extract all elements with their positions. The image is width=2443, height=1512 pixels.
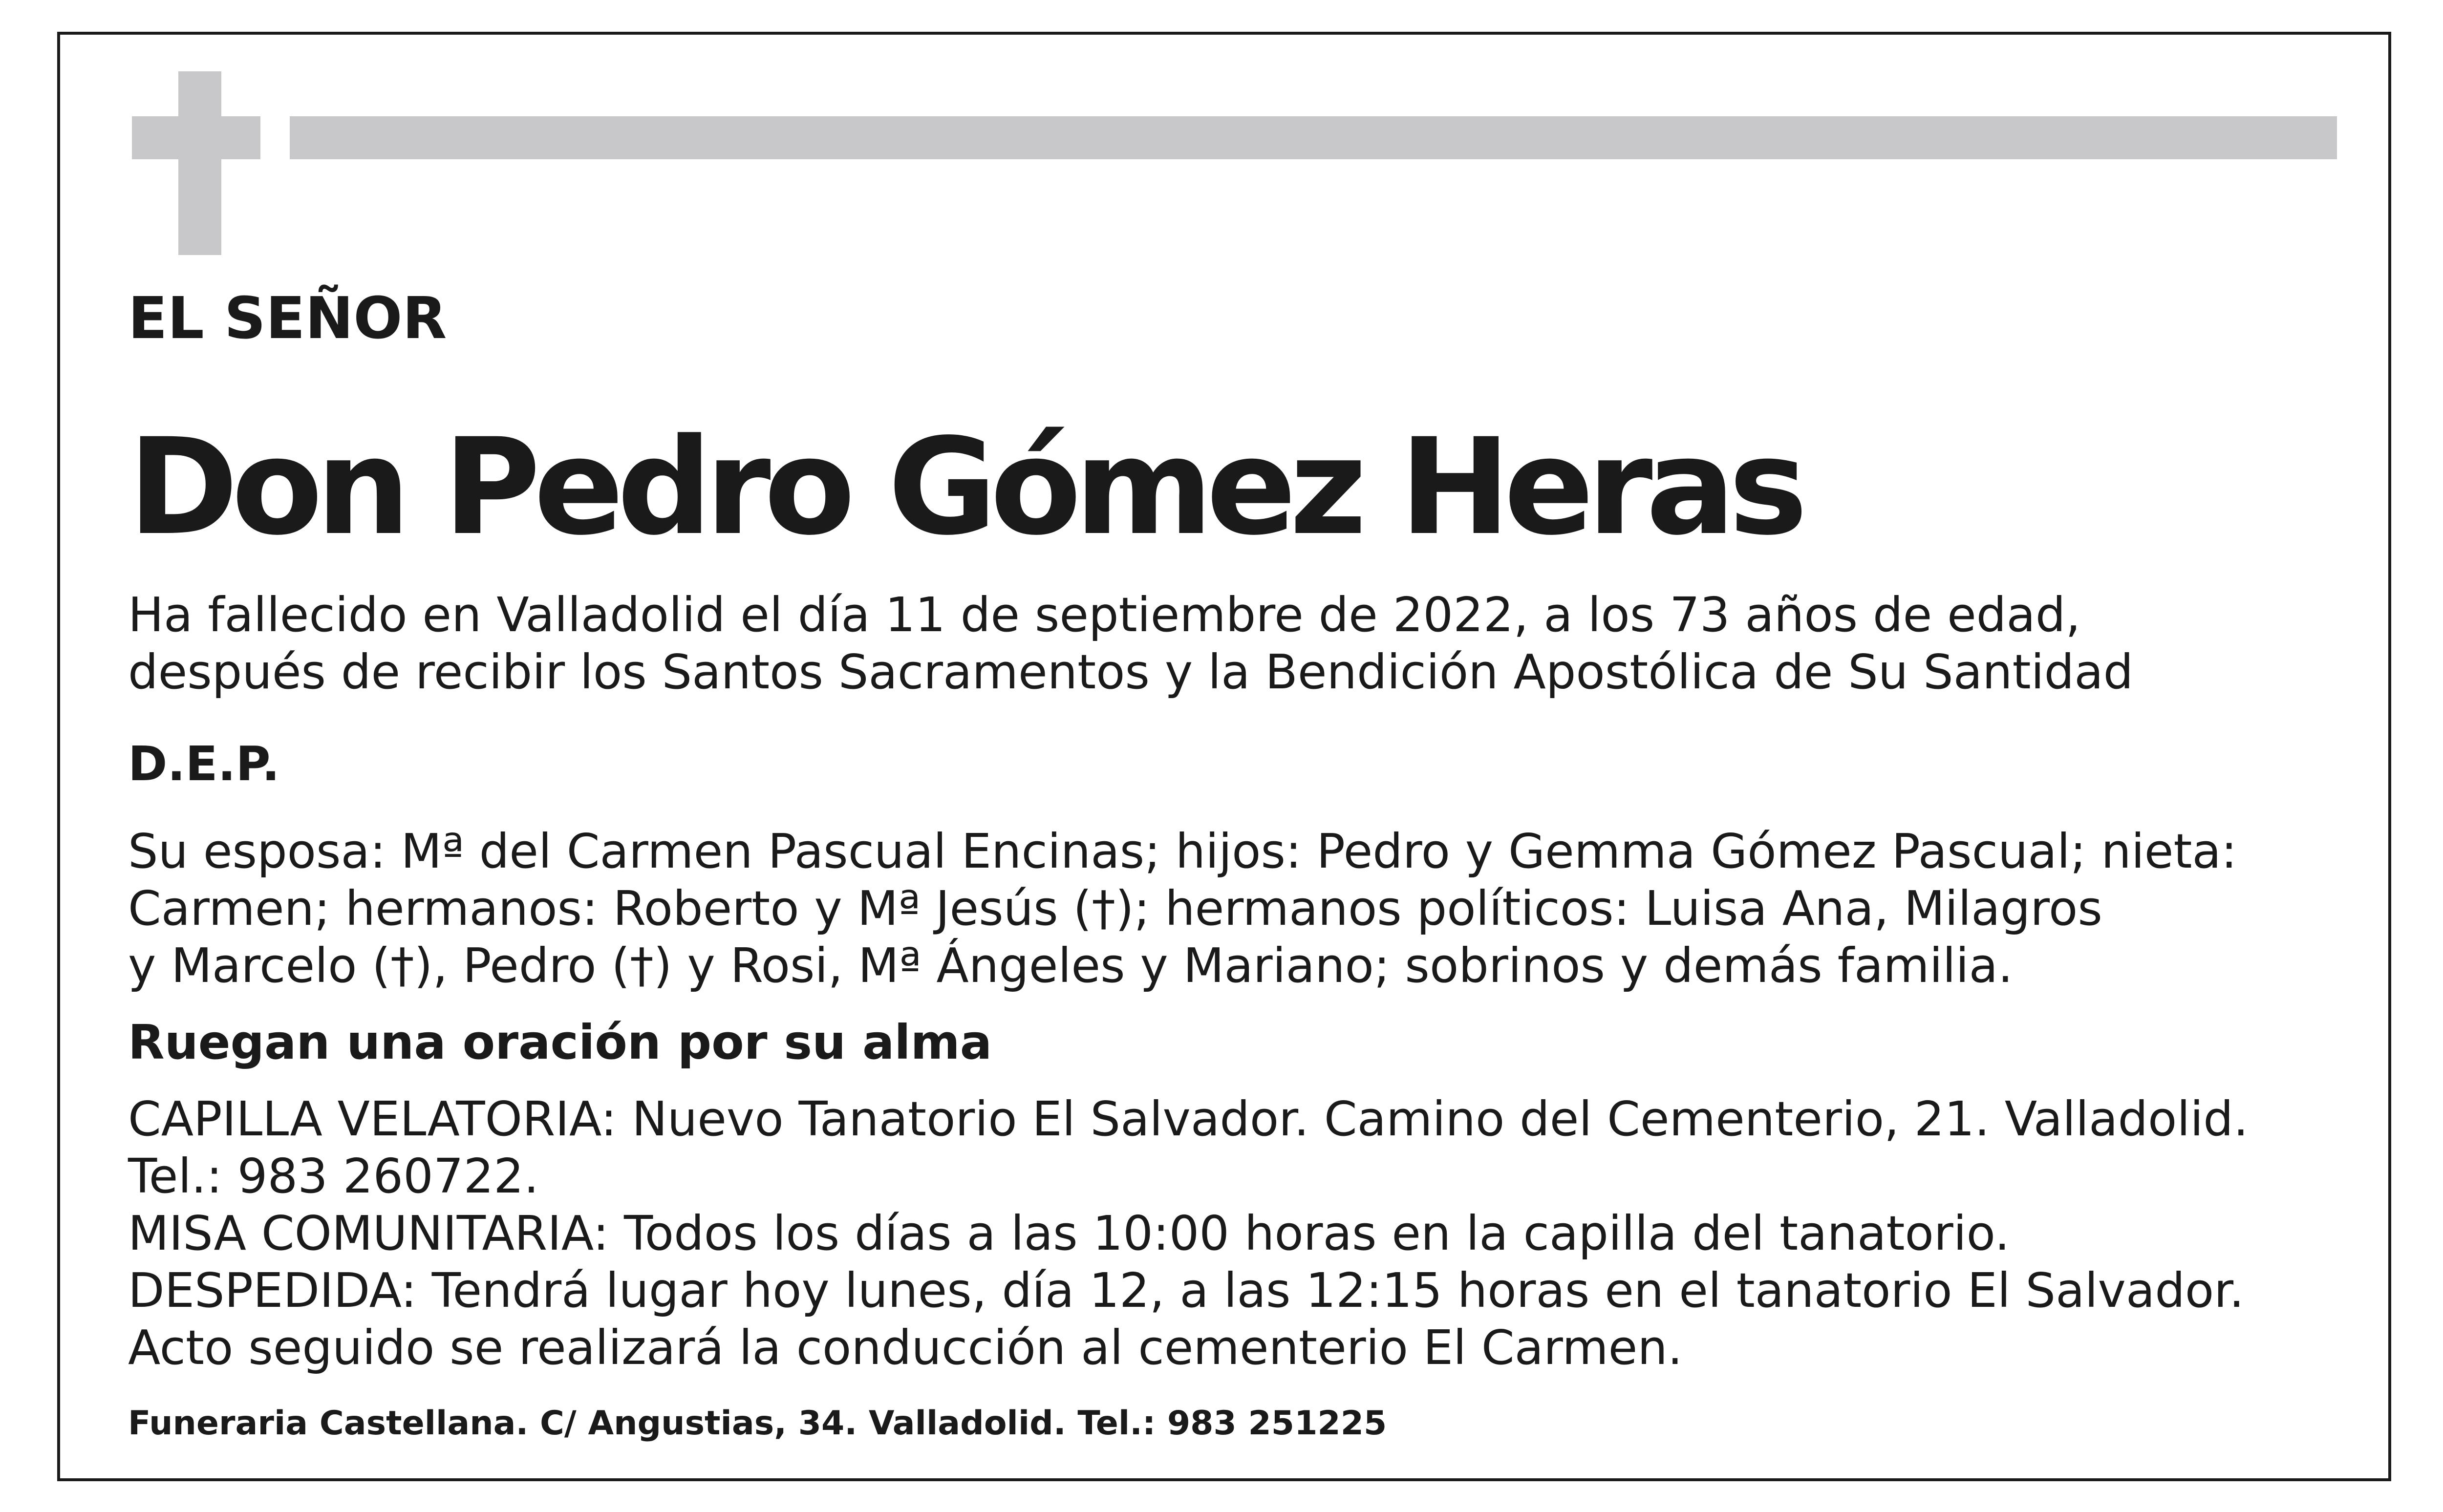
- service-detail-line: Tel.: 983 260722.: [128, 1149, 539, 1204]
- cross-icon-horizontal: [132, 116, 260, 159]
- service-detail-line: MISA COMUNITARIA: Todos los días a las 10:00 horas en la capilla del tanatorio.: [128, 1206, 2010, 1261]
- death-notice-line: después de recibir los Santos Sacramentos y la Bendición Apostólica de Su Santidad: [128, 644, 2134, 700]
- death-notice-line: Ha fallecido en Valladolid el día 11 de septiembre de 2022, a los 73 años de edad,: [128, 587, 2081, 642]
- funeral-home-footer: Funeraria Castellana. C/ Angustias, 34. Valladolid. Tel.: 983 251225: [128, 1404, 1387, 1443]
- family-line: Su esposa: Mª del Carmen Pascual Encinas; hijos: Pedro y Gemma Gómez Pascual; nieta:: [128, 824, 2237, 879]
- service-detail-line: DESPEDIDA: Tendrá lugar hoy lunes, día 12, a las 12:15 horas en el tanatorio El Salvador.: [128, 1263, 2245, 1318]
- honorific: EL SEÑOR: [128, 284, 447, 352]
- header-bar: [290, 116, 2337, 159]
- family-line: Carmen; hermanos: Roberto y Mª Jesús (†); hermanos políticos: Luisa Ana, Milagros: [128, 881, 2102, 936]
- cross-icon-vertical: [178, 71, 221, 255]
- prayer-request: Ruegan una oración por su alma: [128, 1015, 992, 1070]
- family-line: y Marcelo (†), Pedro (†) y Rosi, Mª Ángeles y Mariano; sobrinos y demás familia.: [128, 938, 2013, 993]
- death-notice: [128, 586, 2133, 701]
- family-list: [128, 823, 2237, 994]
- service-detail-line: CAPILLA VELATORIA: Nuevo Tanatorio El Salvador. Camino del Cementerio, 21. Valladolid.: [128, 1091, 2249, 1147]
- service-detail-line: Acto seguido se realizará la conducción al cementerio El Carmen.: [128, 1320, 1683, 1375]
- service-details: [128, 1090, 2249, 1376]
- dep-label: D.E.P.: [128, 736, 280, 791]
- deceased-name: Don Pedro Gómez Heras: [128, 410, 1801, 565]
